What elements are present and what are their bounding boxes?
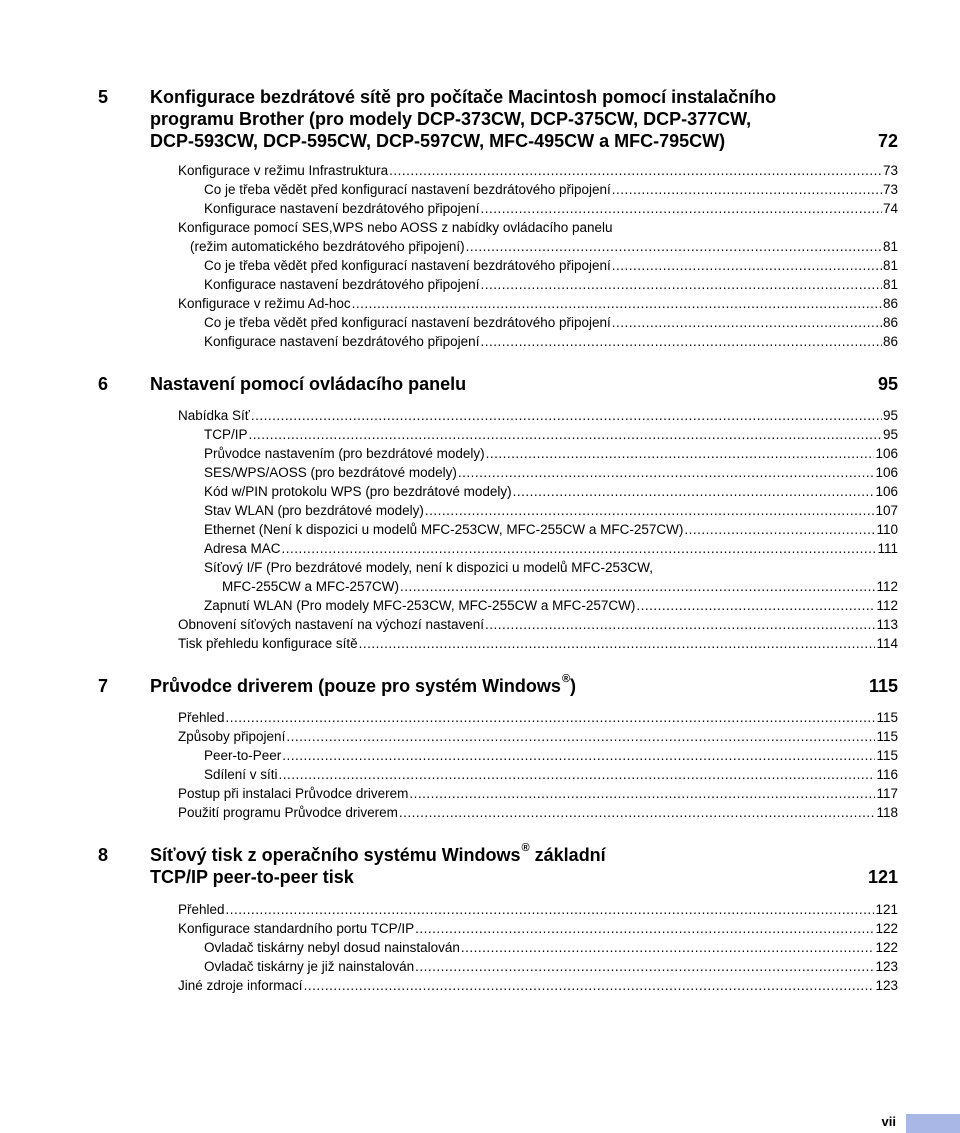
toc-entry[interactable]: Použití programu Průvodce driverem ..... 118 <box>178 804 898 822</box>
toc-entry[interactable]: Konfigurace nastavení bezdrátového připojení ..... 81 <box>204 276 898 294</box>
toc-entry[interactable]: Postup při instalaci Průvodce driverem ..... 117 <box>178 785 898 803</box>
chapter-page: 72 <box>877 131 898 151</box>
toc-entry[interactable]: Přehled ..... 121 <box>178 901 898 919</box>
toc-entry[interactable]: Ovladač tiskárny je již nainstalován ..... 123 <box>204 958 898 976</box>
toc-entry[interactable]: MFC-255CW a MFC-257CW) ..... 112 <box>222 578 898 596</box>
toc-entry[interactable]: Co je třeba vědět před konfigurací nastavení bezdrátového připojení ..... 86 <box>204 314 898 332</box>
chapter-page: 121 <box>867 867 898 887</box>
page-accent-tab <box>906 1114 960 1133</box>
toc-entry[interactable]: Konfigurace v režimu Ad-hoc ..... 86 <box>178 295 898 313</box>
toc-entry[interactable]: SES/WPS/AOSS (pro bezdrátové modely) ..... 106 <box>204 464 898 482</box>
toc-entry[interactable]: Stav WLAN (pro bezdrátové modely) ..... 107 <box>204 502 898 520</box>
toc-entry[interactable]: Nabídka Síť ..... 95 <box>178 407 898 425</box>
toc-entry[interactable]: Konfigurace nastavení bezdrátového připojení ..... 86 <box>204 333 898 351</box>
toc-entry[interactable]: (režim automatického bezdrátového připojení) ..... 81 <box>190 238 898 256</box>
toc-entry[interactable]: Přehled ..... 115 <box>178 709 898 727</box>
toc-entry[interactable]: Průvodce nastavením (pro bezdrátové modely) ..... 106 <box>204 445 898 463</box>
toc-entry[interactable]: Zapnutí WLAN (Pro modely MFC-253CW, MFC-255CW a MFC-257CW) ..... 112 <box>204 597 898 615</box>
chapter-number: 7 <box>98 676 109 696</box>
toc-entry[interactable]: Tisk přehledu konfigurace sítě ..... 114 <box>178 635 898 653</box>
toc-entry[interactable]: Konfigurace nastavení bezdrátového připojení ..... 74 <box>204 200 898 218</box>
chapter-title: Průvodce driverem (pouze pro systém Windows®) <box>150 673 577 696</box>
toc-entry[interactable]: Obnovení síťových nastavení na výchozí nastavení ..... 113 <box>178 616 898 634</box>
toc-entry[interactable]: Konfigurace v režimu Infrastruktura ..... 73 <box>178 162 898 180</box>
toc-entry[interactable]: Co je třeba vědět před konfigurací nastavení bezdrátového připojení ..... 81 <box>204 257 898 275</box>
chapter-page: 95 <box>877 374 898 394</box>
toc-entry[interactable]: Konfigurace standardního portu TCP/IP ..... 122 <box>178 920 898 938</box>
toc-entry[interactable]: Adresa MAC ..... 111 <box>204 540 898 558</box>
page-number: vii <box>881 1114 896 1129</box>
toc-entry[interactable]: Co je třeba vědět před konfigurací nastavení bezdrátového připojení ..... 73 <box>204 181 898 199</box>
toc-entry-line1[interactable]: Konfigurace pomocí SES,WPS nebo AOSS z nabídky ovládacího panelu <box>178 220 613 235</box>
toc-entry[interactable]: Kód w/PIN protokolu WPS (pro bezdrátové modely) ..... 106 <box>204 483 898 501</box>
chapter-number: 5 <box>98 87 109 107</box>
toc-entry[interactable]: Sdílení v síti ..... 116 <box>204 766 898 784</box>
toc-entry[interactable]: TCP/IP ..... 95 <box>204 426 898 444</box>
toc-entry-line1[interactable]: Síťový I/F (Pro bezdrátové modely, není k dispozici u modelů MFC-253CW, <box>204 560 653 575</box>
chapter-page: 115 <box>868 676 898 696</box>
toc-entry[interactable]: Peer-to-Peer ..... 115 <box>204 747 898 765</box>
chapter-number: 6 <box>98 374 109 394</box>
toc-entry[interactable]: Způsoby připojení ..... 115 <box>178 728 898 746</box>
chapter-number: 8 <box>98 845 109 865</box>
toc-entry[interactable]: Ovladač tiskárny nebyl dosud nainstalován ..... 122 <box>204 939 898 957</box>
chapter-title: Konfigurace bezdrátové sítě pro počítače Macintosh pomocí instalačního programu Brother (pro modely DCP-373CW, DCP-375CW, DCP-377CW, DCP-593CW, DCP-595CW, DCP-597CW, MFC-495CW a MFC-795CW) <box>150 87 777 151</box>
chapter-title: Síťový tisk z operačního systému Windows® základní TCP/IP peer-to-peer tisk <box>150 842 606 887</box>
toc-entry[interactable]: Ethernet (Není k dispozici u modelů MFC-253CW, MFC-255CW a MFC-257CW) ..... 110 <box>204 521 898 539</box>
toc-entry[interactable]: Jiné zdroje informací ..... 123 <box>178 977 898 995</box>
chapter-title: Nastavení pomocí ovládacího panelu <box>150 374 467 394</box>
